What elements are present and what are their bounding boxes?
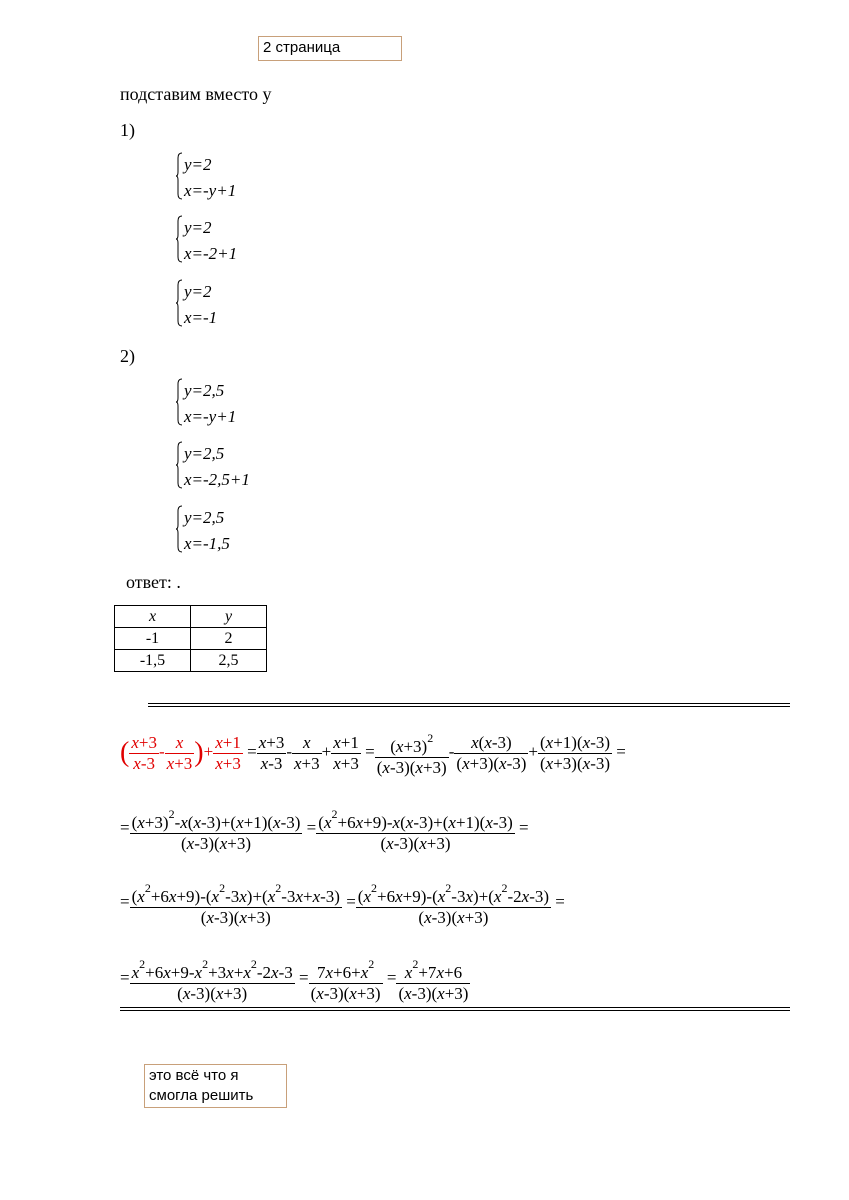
system-line: y=2,5 <box>184 381 225 400</box>
system-1a <box>184 152 236 204</box>
brace-icon <box>176 215 183 263</box>
equation-highlight: ( $\frac{x+3}{x-3}$ - $\frac{x}{x+3}$ )+ $\frac{x+1}{x+3}$ <box>120 732 241 773</box>
system-line: x=-2,5+1 <box>184 470 250 489</box>
table-header-row <box>115 606 267 628</box>
system-line: y=2 <box>184 218 212 237</box>
table-cell: -1 <box>115 628 191 650</box>
system-2c <box>184 505 230 557</box>
brace-icon <box>176 152 183 200</box>
answer-text: ответ: . <box>126 572 181 592</box>
case-1-label: 1) <box>120 120 135 140</box>
system-2a <box>184 378 236 430</box>
system-line: y=2 <box>184 155 212 174</box>
table-cell: 2 <box>191 628 267 650</box>
case-2-label: 2) <box>120 346 135 366</box>
divider-top <box>148 703 790 704</box>
brace-icon <box>176 441 183 489</box>
page-label: 2 страница <box>258 36 402 61</box>
system-line: x=-y+1 <box>184 407 237 426</box>
system-1c <box>184 279 217 331</box>
table-cell: 2,5 <box>191 650 267 672</box>
system-line: y=2 <box>184 282 212 301</box>
table-header: x <box>115 606 191 628</box>
equation-line-2: = $\frac{(x+3)^2-x(x-3)+(x+1)(x-3)}{(x-3)(x+3)}$ = $\frac{(x^2+6x+9)-x(x-3)+(x+1)(x-3)}{(x-3)(x+3)}$ = <box>120 804 529 854</box>
system-line: x=-2+1 <box>184 244 238 263</box>
divider-bottom <box>120 1007 790 1008</box>
equation-line-3: = $\frac{(x^2+6x+9)-(x^2-3x)+(x^2-3x+x-3)}{(x-3)(x+3)}$ = $\frac{(x^2+6x+9)-(x^2-3x)+(x^2-2x-3)}{(x-3)(x+3)}$ = <box>120 878 565 928</box>
system-1b <box>184 215 237 267</box>
system-line: y=2,5 <box>184 508 225 527</box>
equation-line-4: = $\frac{x^2+6x+9-x^2+3x+x^2-2x-3}{(x-3)(x+3)}$ = $\frac{7x+6+x^2}{(x-3)(x+3)}$ = $\frac{x^2+7x+6}{(x-3)(x+3)}$ <box>120 954 470 1004</box>
system-line: x=-y+1 <box>184 181 237 200</box>
divider-top <box>148 706 790 707</box>
answer-table <box>114 605 267 672</box>
table-cell: -1,5 <box>115 650 191 672</box>
brace-icon <box>176 279 183 327</box>
divider-bottom <box>120 1010 790 1011</box>
system-line: x=-1 <box>184 308 218 327</box>
table-row <box>115 628 267 650</box>
brace-icon <box>176 378 183 426</box>
intro-text: подставим вместо у <box>120 84 272 104</box>
equation-line-1: ( $\frac{x+3}{x-3}$ - $\frac{x}{x+3}$ )+ $\frac{x+1}{x+3}$ = $\frac{x+3}{x-3}$ - $\frac{x}{x+3}$ + $\frac{x+1}{x+3}$ = $\frac{(x+3)^2}{(x-3)(x+3)}$ - $\frac{x(x-3)}{(x+3)(x-3)}$ + $\frac{(x+1)(x-3)}{(x+3)(x-3)}$ = <box>120 728 626 778</box>
table-header: y <box>191 606 267 628</box>
brace-icon <box>176 505 183 553</box>
system-2b <box>184 441 250 493</box>
note-box: это всё что я смогла решить <box>144 1064 287 1108</box>
system-line: x=-1,5 <box>184 534 230 553</box>
system-line: y=2,5 <box>184 444 225 463</box>
table-row <box>115 650 267 672</box>
